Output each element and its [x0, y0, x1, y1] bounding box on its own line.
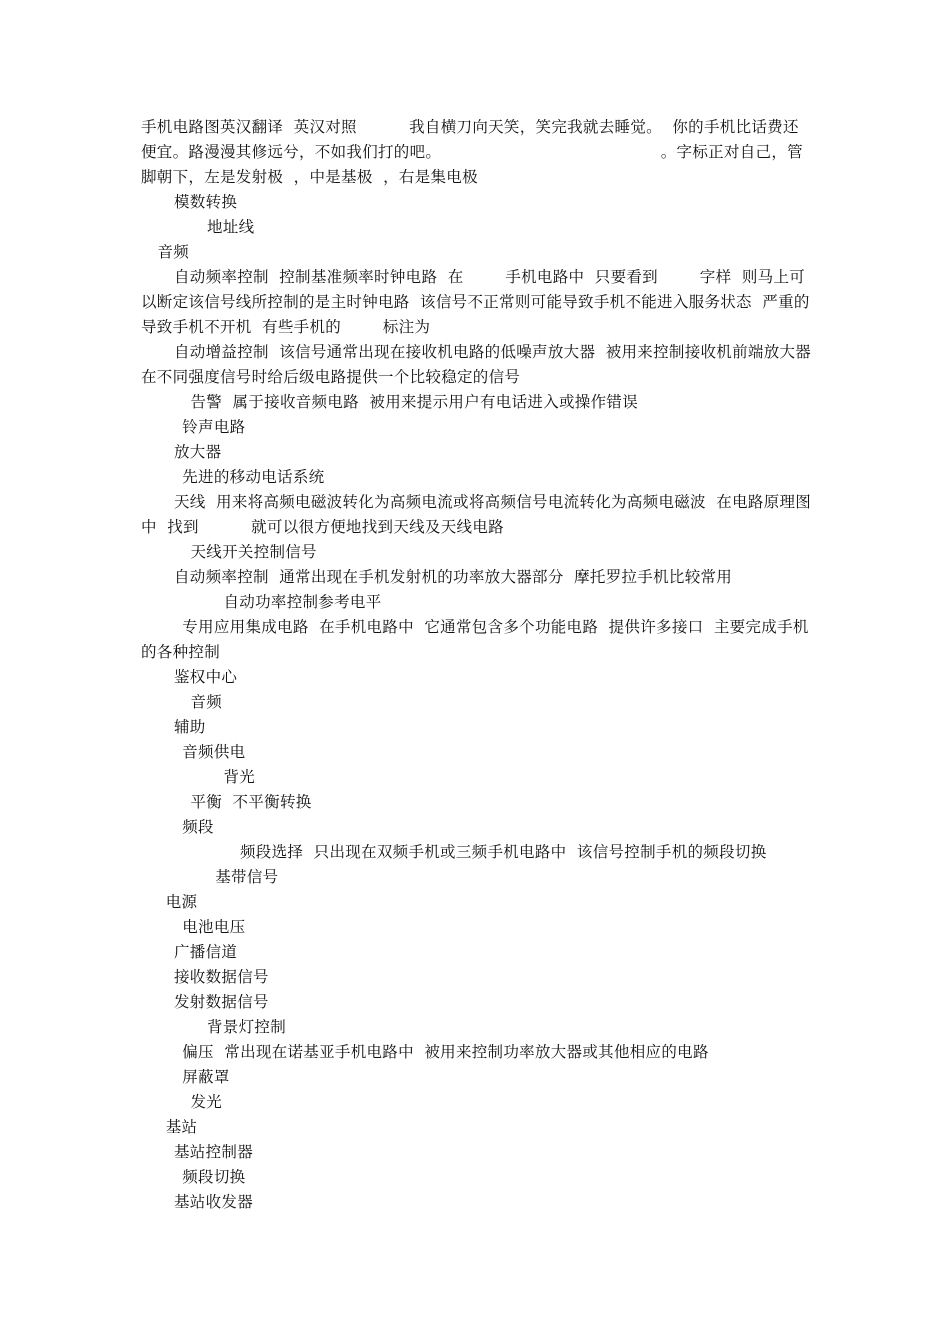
document-paragraph: 天线开关控制信号 — [190, 543, 317, 561]
document-paragraph: 音频 — [157, 243, 190, 261]
document-paragraph: 音频 — [190, 693, 223, 711]
document-paragraph: 基站控制器 — [174, 1143, 254, 1161]
document-paragraph: 频段切换 — [182, 1168, 246, 1186]
document-paragraph: 告警 属于接收音频电路 被用来提示用户有电话进入或操作错误 — [190, 393, 639, 411]
document-paragraph: 发光 — [190, 1093, 223, 1111]
document-paragraph: 基带信号 — [215, 868, 279, 886]
document-paragraph: 基站 — [165, 1118, 198, 1136]
document-paragraph: 自动频率控制 控制基准频率时钟电路 在 手机电路中 只要看到 字样 则马上可以断定该信号线所控制的是主时钟电路 该信号不正常则可能导致手机不能进入服务状态 严重的导致手机不开机 有些手机的 标注为 — [141, 268, 810, 336]
document-paragraph: 模数转换 — [174, 193, 238, 211]
document-paragraph: 接收数据信号 — [174, 968, 269, 986]
document-paragraph: 发射数据信号 — [174, 993, 269, 1011]
document-paragraph: 自动频率控制 通常出现在手机发射机的功率放大器部分 摩托罗拉手机比较常用 — [174, 568, 733, 586]
document-paragraph: 鉴权中心 — [174, 668, 238, 686]
document-paragraph: 专用应用集成电路 在手机电路中 它通常包含多个功能电路 提供许多接口 主要完成手机的各种控制 — [141, 618, 809, 661]
document-paragraph: 手机电路图英汉翻译 英汉对照 我自横刀向天笑，笑完我就去睡觉。 你的手机比话费还便宜。路漫漫其修远兮，不如我们打的吧。 。字标正对自己，管脚朝下，左是发射极 ，中是基极 ，右是集电极 — [141, 118, 803, 186]
document-paragraph: 屏蔽罩 — [182, 1068, 230, 1086]
document-paragraph: 背景灯控制 — [207, 1018, 287, 1036]
document-paragraph: 放大器 — [174, 443, 222, 461]
document-paragraph: 广播信道 — [174, 943, 238, 961]
document-paragraph: 电池电压 — [182, 918, 246, 936]
document-paragraph: 先进的移动电话系统 — [182, 468, 325, 486]
document-paragraph: 辅助 — [174, 718, 206, 736]
document-paragraph: 背光 — [223, 768, 256, 786]
document-paragraph: 自动增益控制 该信号通常出现在接收机电路的低噪声放大器 被用来控制接收机前端放大器在不同强度信号时给后级电路提供一个比较稳定的信号 — [141, 343, 812, 386]
document-paragraph: 基站收发器 — [174, 1193, 254, 1211]
document-paragraph: 音频供电 — [182, 743, 246, 761]
document-paragraph: 地址线 — [207, 218, 255, 236]
document-paragraph: 铃声电路 — [182, 418, 246, 436]
document-paragraph: 电源 — [165, 893, 198, 911]
document-body — [141, 115, 813, 1215]
document-paragraph: 偏压 常出现在诺基亚手机电路中 被用来控制功率放大器或其他相应的电路 — [182, 1043, 709, 1061]
document-paragraph: 频段选择 只出现在双频手机或三频手机电路中 该信号控制手机的频段切换 — [240, 843, 767, 861]
document-paragraph: 频段 — [182, 818, 214, 836]
document-paragraph: 天线 用来将高频电磁波转化为高频电流或将高频信号电流转化为高频电磁波 在电路原理图中 找到 就可以很方便地找到天线及天线电路 — [141, 493, 812, 536]
document-paragraph: 平衡 不平衡转换 — [190, 793, 312, 811]
document-paragraph: 自动功率控制参考电平 — [223, 593, 382, 611]
